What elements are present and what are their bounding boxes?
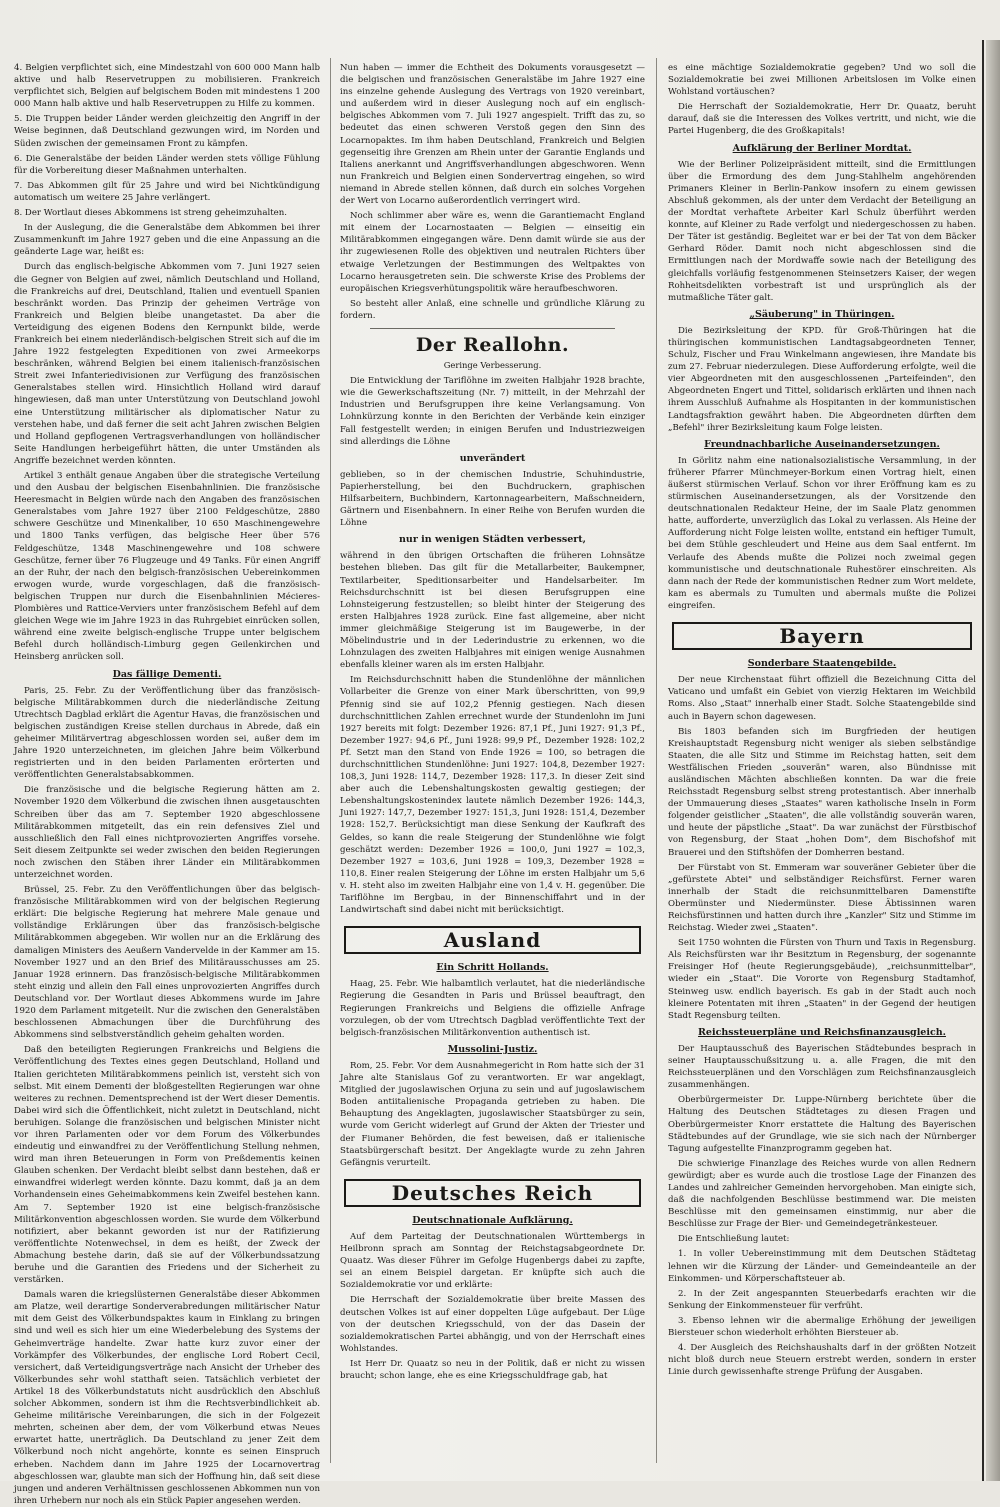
- paragraph: Seit 1750 wohnten die Fürsten von Thurn und Taxis in Regensburg. Als Reichsfürsten war ihr Besitztum in Regensburg, der sogenannte Freisinger Hof (heute Regierungsgebäude), „reichsunmittelbar", wieder ein „Staat". Die Vororte von Regensburg Stadtamhof, Steinweg usw. endlich bayerisch. Es gab in der Stadt auch noch kleinere Potentaten mit ihren „Staaten" in der Gegend der heutigen Stadt Regensburg teilten.: [668, 938, 976, 1021]
- column-1: [14, 62, 320, 1506]
- article-headline: Freundnachbarliche Auseinandersetzungen.: [704, 438, 940, 450]
- paragraph: So besteht aller Anlaß, eine schnelle und gründliche Klärung zu fordern.: [340, 298, 645, 321]
- subheadline: Geringe Verbesserung.: [443, 360, 542, 371]
- paragraph: Die Entwicklung der Tariflöhne im zweiten Halbjahr 1928 brachte, wie die Gewerkschaftszeitung (Nr. 7) mitteilt, in der Mehrzahl der Industrien und Berufsgruppen ihre keine Verlangsamung. Von Lohnkürzung konnte in den Berichten der Verbände kein einziger Fall festgestellt werden; in einigen Berufen und Industriezweigen sind allerdings die Löhne: [340, 376, 645, 447]
- paragraph: Haag, 25. Febr. Wie halbamtlich verlautet, hat die niederländische Regierung die Gesandten in Paris und Brüssel beauftragt, den Regierungen Frankreichs und Belgiens die offizielle Anfrage vorzulegen, ob der vom Utrechtsch Dagblad veröffentlichte Text der belgisch-französischen Militärkonvention authentisch ist.: [340, 979, 645, 1038]
- paragraph: 4. Der Ausgleich des Reichshaushalts darf in der größten Notzeit nicht bloß durch neue Steuern erstrebt werden, sondern in erster Linie durch gewissenhafte strenge Prüfung der Ausgaben.: [668, 1343, 976, 1378]
- paragraph: In Görlitz nahm eine nationalsozialistische Versammlung, in der früherer Pfarrer Münchmeyer-Borkum einen Vortrag hielt, einen äußerst stürmischen Verlauf. Schon vor ihrer Eröffnung kam es zu stürmischen Auseinandersetzungen, als der Vorsitzende den deutschnationalen Redakteur Heine, der im Saale Platz genommen hatte, aufforderte, unverzüglich das Lokal zu verlassen. Als Heine der Aufforderung nicht Folge leisten wollte, entstand ein heftiger Tumult, bei dem Stühle geschleudert und Heine aus dem Saal entfernt. Im Verlaufe des Abends mußte die Polizei noch zweimal gegen kommunistische und deutschnationale Ruhestörer einschreiten. Als dann nach der Rede der kommunistischen Redner zum Wort meldete, kam es abermals zu Tumulten und abermals mußte die Polizei eingreifen.: [668, 455, 976, 611]
- paragraph: Im Reichsdurchschnitt haben die Stundenlöhne der männlichen Vollarbeiter die Grenze von einer Mark überschritten, von 99,9 Pfennig sind sie auf 102,2 Pfennig gestiegen. Nach diesen durchschnittlichen Zahlen errechnet wurde der Stundenlohn im Juni 1927 bereits mit folgt: Dezember 1926: 87,1 Pf., Juni 1927: 91,3 Pf., Dezember 1927: 94,6 Pf., Juni 1928: 99,9 Pf., Dezember 1928: 102,2 Pf. Setzt man den Stand von Ende 1926 = 100, so betragen die durchschnittlichen Stundenlöhne: Juni 1927: 104,8, Dezember 1927: 108,3, Juni 1928: 114,7, Dezember 1928: 117,3. In dieser Zeit sind aber auch die Lebenshaltungskosten gewaltig gestiegen; der Lebenshaltungskostenindex lautete nämlich Dezember 1926: 144,3, Juni 1927: 147,7, Dezember 1927: 151,3, Juni 1928: 151,4, Dezember 1928: 152,7. Berücksichtigt man diese Senkung der Kaufkraft des Geldes, so kann die reale Steigerung der Stundenlöhne wie folgt geschätzt werden: Dezember 1926 = 100,0, Juni 1927 = 102,3, Dezember 1927 = 103,6, Juni 1928 = 109,3, Dezember 1928 = 110,8. Einer realen Steigerung der Löhne im ersten Halbjahr um 5,6 v. H. steht also im zweiten Halbjahr eine von 1,4 v. H. gegenüber. Die Tariflöhne im Bergbau, in der Binnenschiffahrt und in der Landwirtschaft sind dabei nicht mit berücksichtigt.: [340, 675, 645, 916]
- article-headline: Sonderbare Staatengebilde.: [747, 658, 897, 670]
- paragraph: 3. Ebenso lehnen wir die abermalige Erhöhung der jeweiligen Biersteuer schon wiederholt erhöhten Biersteuer ab.: [668, 1315, 976, 1338]
- article-headline: Mussolini-Justiz.: [447, 1043, 538, 1055]
- paragraph: Die Entschließung lautet:: [678, 1234, 790, 1245]
- section-box-ausland: Ausland: [344, 926, 641, 954]
- article-headline: Reichssteuerpläne und Reichsfinanzausgleich.: [698, 1026, 946, 1038]
- paragraph: Noch schlimmer aber wäre es, wenn die Garantiemacht England mit einem der Locarnostaaten — Belgien — einseitig ein Militärabkommen eingegangen wäre. Denn damit würde sie aus der ihr zugewiesenen Rolle des objektiven und neutralen Richters über etwaige Verletzungen der Bestimmungen des Weltpaktes von Locarno herausgetreten sein. Die schwerste Krise des Problems der europäischen Kriegsverhütungspolitik wäre heraufbeschworen.: [340, 211, 645, 294]
- adjacent-page-edge: [986, 40, 1000, 1481]
- article-headline: Das fällige Dementi.: [112, 668, 222, 680]
- paragraph: Durch das englisch-belgische Abkommen vom 7. Juni 1927 seien die Gegner von Belgien auf zwei, nämlich Deutschland und Holland, die Frankreichs auf drei, Deutschland, Italien und eventuell Spanien beschränkt worden. Das Prinzip der geheimen Verträge von Frankreich und Belgien bleibe unangetastet. Da aber die Verteidigung des eigenen Bodens den Kernpunkt bilde, werde Frankreich bei einem niederländisch-belgischen Streit sich auf die im Jahre 1922 festgelegten Expeditionen von zwei Armeekorps beschränken, während Belgien bei einem italienisch-französischen Streit zwei Infanteriedivisionen zur Verfügung des französischen Generalstabes stellen wird. Hinsichtlich Holland wird darauf hingewiesen, daß man unter Unterstützung von Deutschland jowohl eine Unterstützung militärischer als diplomatischer Natur zu verstehen habe, und daß ferner die seit acht Jahren zwischen Belgien und Holland gepflogenen Vertragsverhandlungen von holländischer Seite Handlungen herbeigeführt hätten, die unter Umständen als Angriffe bezeichnet werden könnten.: [14, 262, 320, 466]
- paragraph: Die französische und die belgische Regierung hätten am 2. November 1920 dem Völkerbund die zwischen ihnen ausgetauschten Schreiben über das am 7. September 1920 abgeschlossene Militärabkommen mitgeteilt, das ein rein defensives Ziel und ausschließlich den Fall eines nichtprovozierten Angriffes vorsehe. Seit diesem Zeitpunkte sei weder zwischen den beiden Regierungen noch zwischen den Stäben ihrer Länder ein Militärabkommen unterzeichnet worden.: [14, 785, 320, 880]
- article-headline: Aufklärung der Berliner Mordtat.: [732, 142, 912, 154]
- paragraph: Ist Herr Dr. Quaatz so neu in der Politik, daß er nicht zu wissen braucht; schon lange, ehe es eine Kriegsschuldfrage gab, hat: [340, 1358, 645, 1381]
- section-box-bayern: Bayern: [672, 622, 972, 650]
- section-box-deutsches-reich: Deutsches Reich: [344, 1179, 641, 1207]
- column-rule: [330, 58, 331, 1463]
- column-rule: [656, 58, 657, 1463]
- paragraph: 6. Die Generalstäbe der beiden Länder werden stets völlige Fühlung für die Vorbereitung dieser Maßnahmen unterhalten.: [14, 153, 320, 176]
- divider: [370, 328, 615, 329]
- paragraph: Die Herrschaft der Sozialdemokratie über breite Massen des deutschen Volkes ist auf einer doppelten Lüge aufgebaut. Der Lüge von der deutschen Kriegsschuld, von der das Dasein der sozialdemokratischen Partei abhängig, und von der Herrschaft eines Wohlstandes.: [340, 1295, 645, 1354]
- paragraph: Artikel 3 enthält genaue Angaben über die strategische Verteilung und den Ausbau der belgischen Eisenbahnlinien. Die französische Heeresmacht in Belgien würde nach den Angaben des französischen Generalstabes vom Jahre 1927 über 2100 Feldgeschütze, 2880 schwere Geschütze und Minenkaliber, 10 650 Maschinengewehre und 1800 Tanks verfügen, das belgische Heer über 576 Feldgeschütze, 1348 Maschinengewehre und 108 schwere Geschütze, ferner über 76 Flugzeuge und 49 Tanks. Für einen Angriff an der Ruhr, der nach den belgisch-französischen Uebereinkommen erwogen wurde, wurde vorgeschlagen, daß die französisch-belgischen Truppen nur durch die Eisenbahnlinien Mécieres-Plombières und Rattice-Verviers unter französischem Befehl auf dem gleichen Wege wie im Jahre 1923 in das Ruhrgebiet einrücken sollen, während eine zweite belgisch-englische Truppe unter belgischem Befehl durch holländisch-Limburg gegen Geilenkirchen und Heinsberg anrücken soll.: [14, 471, 320, 663]
- paragraph: Auf dem Parteitag der Deutschnationalen Württembergs in Heilbronn sprach am Sonntag der Reichstagsabgeordnete Dr. Quaatz. Was dieser Führer im Gefolge Hugenbergs dabei zu zapfte, sei an einem Beispiel dargetan. Er knüpfte sich auch die Sozialdemokratie vor und erklärte:: [340, 1231, 645, 1291]
- column-2: [340, 62, 645, 1471]
- paragraph: Rom, 25. Febr. Vor dem Ausnahmegericht in Rom hatte sich der 31 Jahre alte Stanislaus Gof zu verantworten. Er war angeklagt, Mitglied der jugoslawischen Orjuna zu sein und auf jugoslawischem Boden antiitalienische Propaganda getrieben zu haben. Die Behauptung des Angeklagten, jugoslawischer Staatsbürger zu sein, wurde vom Gericht widerlegt auf Grund der Akten der Triester und der Fiumaner Behörden, die fest beweisen, daß er italienische Staatsbürgerschaft besitzt. Der Angeklagte wurde zu zehn Jahren Gefängnis verurteilt.: [340, 1060, 645, 1168]
- paragraph: Die schwierige Finanzlage des Reiches wurde von allen Rednern gewürdigt; aber es wurde auch die trostlose Lage der Finanzen des Landes und zahlreicher Gemeinden hervorgehoben. Man einigte sich, daß die nachfolgenden Beschlüsse bestimmend war. Die meisten Beschlüsse mit den gemeinsamen einstimmig, nur aber die Beschlüsse zur Frage der Bier- und Gemeindegetränkesteuer.: [668, 1158, 976, 1230]
- paragraph: Bis 1803 befanden sich im Burgfrieden der heutigen Kreishauptstadt Regensburg nicht weniger als sieben selbständige Staaten, die alle Sitz und Stimme im Reichstag hatten, seit dem Westfälischen Frieden „souverän" waren, also Bündnisse mit ausländischen Mächten abschließen konnten. Da war die freie Reichsstadt Regensburg selbst streng protestantisch. Aber innerhalb der Ummauerung dieses „Staates" waren katholische Inseln in Form folgender geistlicher „Staaten", die alle vollständig souverän waren, und heute der päpstliche „Staat". Da war zunächst der Fürstbischof von Regensburg, der Staat „hohen Dom", dem Bischofshof mit Brauerei und den Stiftshöfen der Domherren bestand.: [668, 726, 976, 858]
- paragraph: Oberbürgermeister Dr. Luppe-Nürnberg berichtete über die Haltung des Deutschen Städtetages zu diesen Fragen und Oberbürgermeister Knorr erstattete die Haltung des Bayerischen Städtebundes auf der Grundlage, wie sie sich nach der Nürnberger Tagung aufgestellte Finanzprogramm gegeben hat.: [668, 1095, 976, 1154]
- paragraph: 5. Die Truppen beider Länder werden gleichzeitig den Angriff in der Weise beginnen, daß Deutschland gezwungen wird, im Norden und Süden zwischen der gemeinsamen Front zu kämpfen.: [14, 114, 320, 149]
- paragraph: 8. Der Wortlaut dieses Abkommens ist streng geheimzuhalten.: [14, 208, 287, 219]
- paragraph: Wie der Berliner Polizeipräsident mitteilt, sind die Ermittlungen über die Ermordung des dem Jung-Stahlhelm angehörenden Primaners Kleiner in Berlin-Pankow insofern zu einem gewissen Abschluß gekommen, als der unter dem Verdacht der Beteiligung an der Mordtat verhaftete Arbeiter Karl Schulz überführt werden konnte, auf Kleiner zu Rade verfolgt und niedergeschossen zu haben. Der Täter ist geständig. Begleitet war er bei der Tat von dem Bäcker Gerhard Röder. Damit noch nicht abgeschlossen sind die Ermittlungen nach der Mordwaffe sowie nach der Beteiligung des gleichfalls vorläufig festgenommenen Steinsetzers Kaiser, der wegen Rohheitsdelikten vorbestraft ist und ursprünglich als der mutmaßliche Täter galt.: [668, 159, 976, 303]
- page-edge-line: [982, 40, 984, 1481]
- paragraph: Der neue Kirchenstaat führt offiziell die Bezeichnung Citta del Vaticano und umfaßt ein Gebiet von vierzig Hektaren im Weichbild Roms. Also „Staat" innerhalb einer Stadt. Solche Staatengebilde sind auch in Bayern schon dagewesen.: [668, 675, 976, 722]
- paragraph: Die Herrschaft der Sozialdemokratie, Herr Dr. Quaatz, beruht darauf, daß sie die Interessen des Volkes vertritt, und nicht, wie die Partei Hugenberg, die des Großkapitals!: [668, 102, 976, 137]
- paragraph: Nun haben — immer die Echtheit des Dokuments vorausgesetzt — die belgischen und französischen Generalstäbe im Jahre 1927 eine ins einzelne gehende Auslegung des Vertrags von 1920 vereinbart, und außerdem wird in dieser Auslegung noch auf ein englisch-belgisches Abkommen vom 7. Juli 1927 angespielt. Trifft das zu, so bedeutet das einen schweren Verstoß gegen den Sinn des Locarnopaktes. Im ihm haben Deutschland, Frankreich und Belgien gegenseitig ihre Grenzen am Rhein unter der Garantie Englands und Italiens anerkannt und Angriffsverhandlungen abgeschworen. Wenn nun Frankreich und Belgien einen Sondervertrag eingehen, so wird niemand in Abrede stellen können, daß durch ein solches Vorgehen der Wert von Locarno außerordentlich verringert wird.: [340, 63, 645, 207]
- paragraph: geblieben, so in der chemischen Industrie, Schuhindustrie, Papierherstellung, bei den Buchdruckern, graphischen Hilfsarbeitern, Buchbindern, Kartonnagearbeitern, Maßschneidern, Gärtnern und Eisenbahnern. In einer Reihe von Berufen wurden die Löhne: [340, 469, 645, 529]
- paragraph: Daß den beteiligten Regierungen Frankreichs und Belgiens die Veröffentlichung des Textes eines gegen Deutschland, Holland und Italien gerichteten Militärabkommens peinlich ist, versteht sich von selbst. Mit einem Dementi der bloßgestellten Regierungen war ohne weiteres zu rechnen. Dementsprechend ist der Wert dieser Dementis. Dabei wird sich die Öffentlichkeit, nicht zuletzt in Deutschland, nicht beruhigen. Solange die französischen und belgischen Minister nicht vor ihren Parlamenten oder vor dem Forum des Völkerbundes eindeutig und einwandfrei zu der Veröffentlichung Stellung nehmen, wird man ihren Beteuerungen in Form von Preßdementis keinen Glauben schenken. Der Verdacht bleibt selbst dann bestehen, daß er einwandfrei widerlegt werden könnte. Dazu kommt, daß ja an dem Vorhandensein eines Geheimabkommens kein Zweifel bestehen kann. Am 7. September 1920 ist eine belgisch-französische Militärkonvention abgeschlossen worden. Sie wurde dem Völkerbund notifiziert, aber bekannt geworden ist nur der Ratifizierung veröffentlichte Notenwechsel, in dem es heißt, der Zweck der Abmachung bestehe darin, daß sie auf der Völkerbundssatzung beruhe und die Garantien des Friedens und der Sicherheit zu verstärken.: [14, 1045, 320, 1286]
- paragraph: In der Auslegung, die die Generalstäbe dem Abkommen bei ihrer Zusammenkunft im Jahre 1927 geben und die eine Anpassung an die geänderte Lage war, heißt es:: [14, 223, 320, 258]
- paragraph: Der Fürstabt von St. Emmeram war souveräner Gebieter über die „gefürstete Abtei" und selbständiger Reichsfürst. Ferner waren innerhalb der Stadt die reichsunmittelbaren Damenstifte Obermünster und Niedermünster. Diese Äbtissinnen waren Reichsfürstinnen und hatten durch ihre „Kanzler" Sitz und Stimme im Reichstag. Wieder zwei „Staaten".: [668, 862, 976, 934]
- paragraph: 1. In voller Uebereinstimmung mit dem Deutschen Städtetag lehnen wir die Kürzung der Länder- und Gemeindeanteile an der Einkommen- und Körperschaftsteuer ab.: [668, 1249, 976, 1284]
- inline-heading: unverändert: [459, 452, 526, 464]
- paragraph: 7. Das Abkommen gilt für 25 Jahre und wird bei Nichtkündigung automatisch um weitere 25 Jahre verlängert.: [14, 180, 320, 203]
- article-headline: Ein Schritt Hollands.: [436, 962, 549, 974]
- paragraph: Damals waren die kriegslüsternen Generalstäbe dieser Abkommen am Platze, weil derartige Sonderverabredungen militärischer Natur mit dem Geist des Völkerbundspaktes kaum in Einklang zu bringen sind und weil es sich hier um eine Wiederbelebung des Systems der Geheimverträge handelte. Zwar hatte kurz zuvor einer der Vorkämpfer des Völkerbundes, der englische Lord Robert Cecil, versichert, daß Verteidigungsverträge nach Ansicht der Urheber des Völkerbundes sehr wohl statthaft seien. Tatsächlich verbietet der Artikel 18 des Völkerbundstatuts nicht ausdrücklich den Abschluß solcher Abkommen, sondern ist ihm die Rechtsverbindlichkeit ab. Geheime militärische Vereinbarungen, die sich in der Folgezeit mehrten, scheinen aber dem, der vom Völkerbund etwas Neues erwartet hatte, unerträglich. Da Deutschland zu jener Zeit dem Völkerbund noch nicht angehörte, konnte es seinen Einspruch erheben. Nachdem dann im Jahre 1925 der Locarnovertrag abgeschlossen war, glaubte man sich der Hoffnung hin, daß seit diese jungen und anderen Verhältnissen geschlossenen Abkommen nun von ihren Urhebern nur noch als ein Stück Papier angesehen werden.: [14, 1290, 320, 1506]
- paragraph: Die Bezirksleitung der KPD. für Groß-Thüringen hat die thüringischen kommunistischen Landtagsabgeordneten Tenner, Schulz, Fischer und Frau Winkelmann angewiesen, ihre Mandate bis zum 27. Februar niederzulegen. Diese Aufforderung erfolgte, weil die vier Abgeordneten mit den ausgeschlossenen „Parteifeinden", den Abgeordneten Engert und Tittel, solidarisch erklärten und ihnen nach ihrem Ausschluß Aufnahme als Hospitanten in der kommunistischen Landtagsfraktion gewährt haben. Die Abgeordneten dürften dem „Befehl" ihrer Bezirksleitung kaum Folge leisten.: [668, 325, 976, 433]
- section-headline: Der Reallohn.: [415, 333, 570, 356]
- paragraph: während in den übrigen Ortschaften die früheren Lohnsätze bestehen blieben. Das gilt für die Metallarbeiter, Baukempner, Textilarbeiter, Speditionsarbeiter und Handelsarbeiter. Im Reichsdurchschnitt ist bei diesen Berufsgruppen eine Lohnsteigerung festzustellen; so bleibt hinter der Steigerung des ersten Halbjahres 1928 zurück. Eine fast allgemeine, aber nicht immer gleichmäßige Steigerung ist im Baugewerbe, in der Möbelindustrie und in der Lederindustrie zu erkennen, wo die Lohnzulagen des zweiten Halbjahres mit einigen wenige Ausnahmen ebenfalls kleiner waren als im ersten Halbjahr.: [340, 551, 645, 671]
- paragraph: Brüssel, 25. Febr. Zu den Veröffentlichungen über das belgisch-französische Militärabkommen wird von der belgischen Regierung erklärt: Die belgische Regierung hat mehrere Male genaue und vollständige Erklärungen über das französisch-belgische Militärabkommen abgegeben. Wir wollen nur an die Erklärung des damaligen Ministers des Aeußern Vandervelde in der Kammer am 15. November 1927 und an den Brief des Militärausschusses am 25. Januar 1928 erinnern. Das französisch-belgische Militärabkommen steht einzig und allein den Fall eines unprovozierten Angriffes durch Deutschland vor. Der Wortlaut dieses Abkommens wurde im Jahre 1920 dem Parlament mitgeteilt. Nur die zwischen den Generalstäben beschlossenen Abmachungen über die Durchführung des Abkommens sind selbstverständlich geheim gehalten worden.: [14, 885, 320, 1041]
- article-headline: Deutschnationale Aufklärung.: [412, 1214, 573, 1226]
- article-headline: „Säuberung" in Thüringen.: [749, 308, 895, 320]
- paragraph: 4. Belgien verpflichtet sich, eine Mindestzahl von 600 000 Mann halb aktive und halb Reservetruppen zu mobilisieren. Frankreich verpflichtet sich, Belgien auf belgischem Boden mit mindestens 1 200 000 Mann halb aktive und halb Reservetruppen zu Hilfe zu kommen.: [14, 63, 320, 110]
- paragraph: Der Hauptausschuß des Bayerischen Städtebundes besprach in seiner Hauptausschußsitzung u. a. alle Fragen, die mit den Reichssteuerplänen und den Vorschlägen zum Reichsfinanzausgleich zusammenhängen.: [668, 1043, 976, 1091]
- paragraph: es eine mächtige Sozialdemokratie gegeben? Und wo soll die Sozialdemokratie bei zwei Millionen Arbeitslosen im Volke einen Wohlstand vortäuschen?: [668, 63, 976, 98]
- inline-heading: nur in wenigen Städten verbessert,: [399, 534, 586, 546]
- column-3: [668, 62, 976, 1471]
- paragraph: 2. In der Zeit angespannten Steuerbedarfs erachten wir die Senkung der Einkommensteuer für verfrüht.: [668, 1288, 976, 1311]
- paragraph: Paris, 25. Febr. Zu der Veröffentlichung über das französisch-belgische Militärabkommen durch die niederländische Zeitung Utrechtsch Dagblad erklärt die Agentur Havas, die französischen und belgischen zuständigen Kreise stellen durchaus in Abrede, daß ein geheimer Militärvertrag abgeschlossen worden sei, außer dem im Jahre 1920 unterzeichneten, im gleichen Jahre beim Völkerbund registrierten und in den beiden Parlamenten erörterten und veröffentlichten Generalstabsabkommen.: [14, 685, 320, 781]
